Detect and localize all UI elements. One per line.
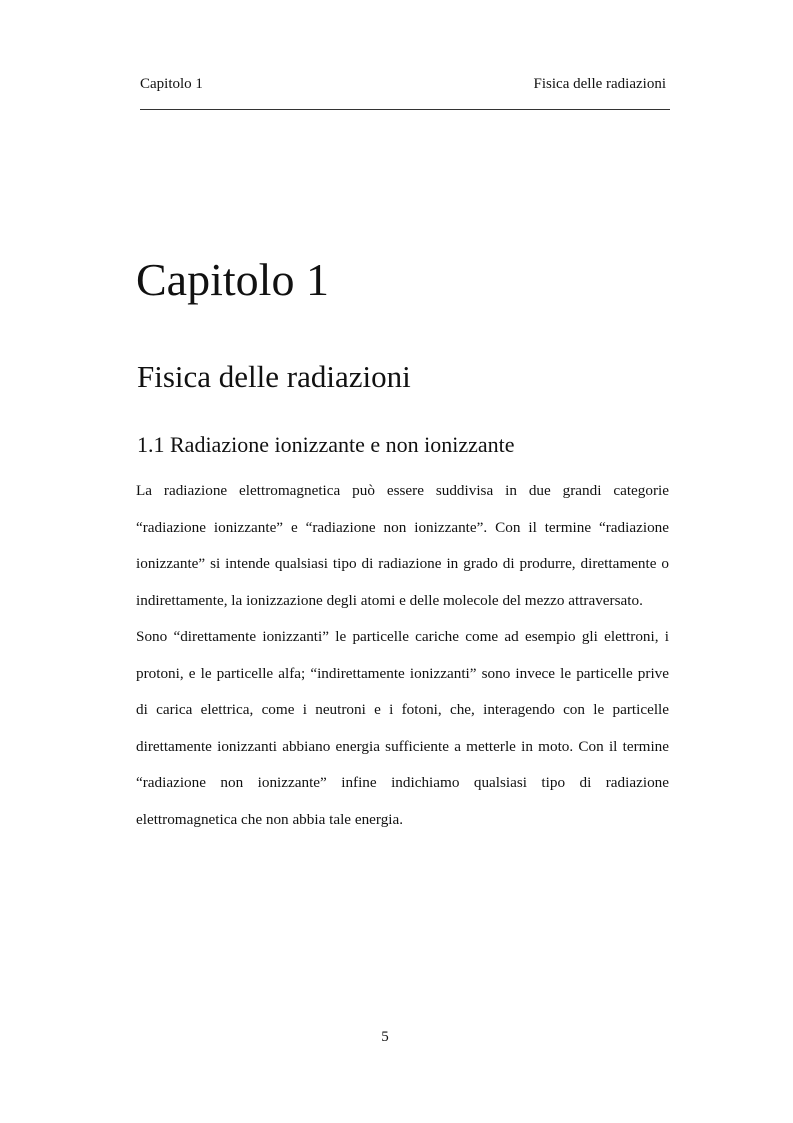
- page-number: 5: [381, 1029, 389, 1045]
- chapter-subtitle: Fisica delle radiazioni: [137, 359, 411, 394]
- chapter-title: Capitolo 1: [136, 254, 329, 305]
- body-text: [136, 473, 669, 838]
- header-divider: [140, 109, 670, 110]
- section-heading: 1.1 Radiazione ionizzante e non ionizzante: [137, 432, 515, 457]
- header-chapter-label: Capitolo 1: [140, 76, 203, 92]
- running-header: [140, 76, 668, 98]
- paragraph-1: La radiazione elettromagnetica può essere suddivisa in due grandi categorie “radiazione ionizzante” e “radiazione non ionizzante”. Con il termine “radiazione ionizzante” si intende qualsiasi tipo di radiazione in grado di produrre, direttamente o indirettamente, la ionizzazione degli atomi e delle molecole del mezzo attraversato.: [136, 482, 669, 609]
- header-chapter-title: Fisica delle radiazioni: [533, 76, 666, 92]
- paragraph-2: Sono “direttamente ionizzanti” le particelle cariche come ad esempio gli elettroni, i protoni, e le particelle alfa; “indirettamente ionizzanti” sono invece le particelle prive di carica elettrica, come i neutroni e i fotoni, che, interagendo con le particelle direttamente ionizzanti abbiano energia sufficiente a metterle in moto. Con il termine “radiazione non ionizzante” infine indichiamo qualsiasi tipo di radiazione elettromagnetica che non abbia tale energia.: [136, 628, 669, 828]
